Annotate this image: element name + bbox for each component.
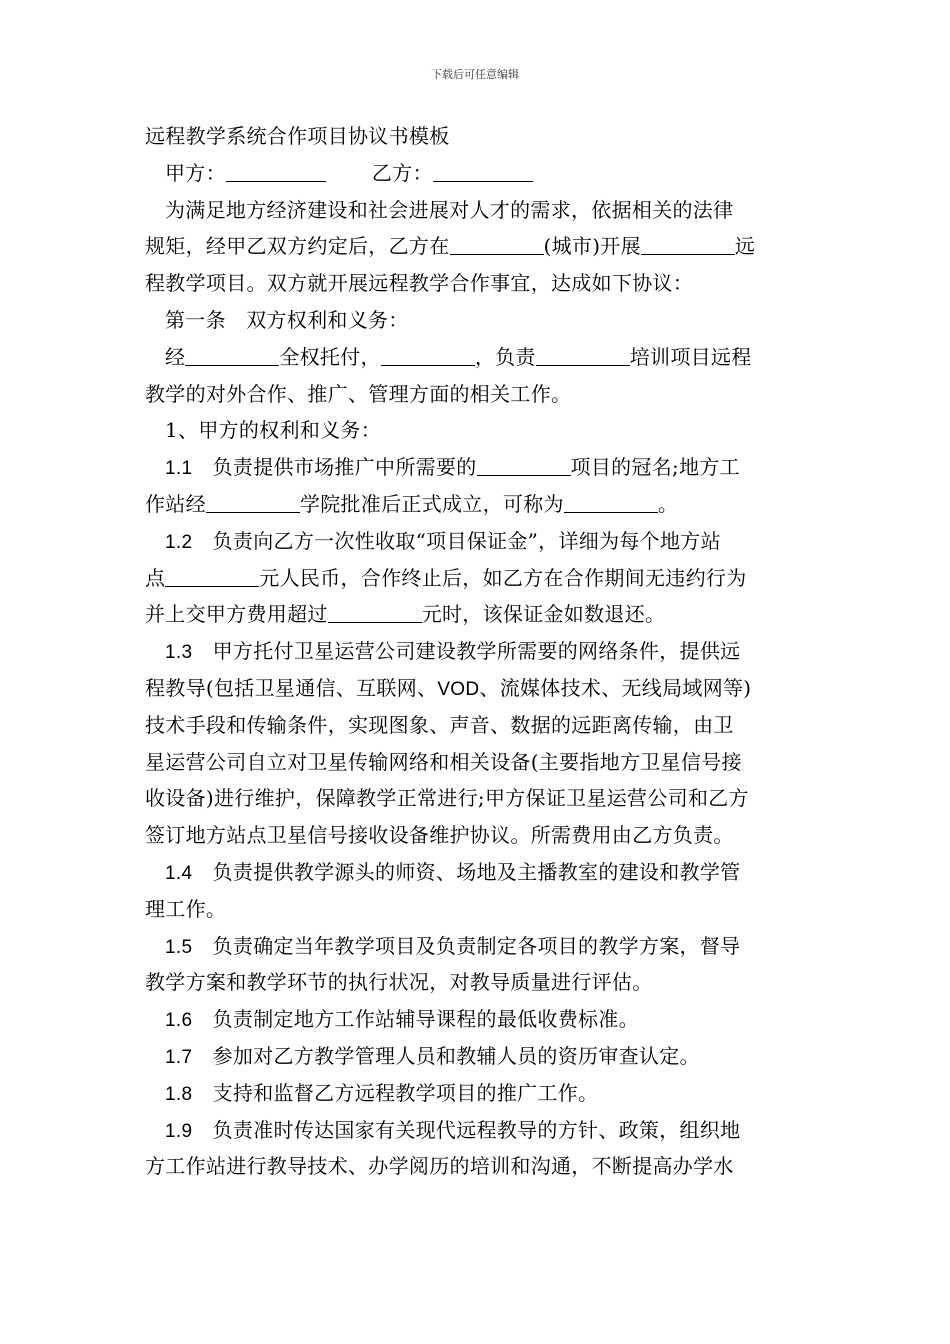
item-1-8-line1 — [145, 1075, 805, 1112]
text-span: 参加对乙方教学管理人员和教辅人员的资历审查认定。 — [192, 1043, 700, 1068]
text-span: (城市)开展 — [543, 234, 641, 259]
item-1-5-line2: 教学方案和教学环节的执行状况，对教导质量进行评估。 — [145, 970, 653, 995]
item-1-4-line1 — [145, 854, 805, 891]
para1-line3: 程教学项目。双方就开展远程教学合作事宜，达成如下协议： — [145, 271, 694, 296]
blank — [185, 343, 279, 366]
text-span: 支持和监督乙方远程教学项目的推广工作。 — [192, 1080, 599, 1105]
parties-line — [145, 155, 805, 192]
blank — [477, 453, 571, 476]
item-1-3-line1 — [145, 633, 805, 670]
party-a-label: 甲方： — [165, 160, 226, 185]
blank — [206, 490, 300, 513]
item-1-6-line1 — [145, 1001, 805, 1038]
item-1-3-line2 — [145, 670, 805, 707]
item-1-2-line1 — [145, 523, 805, 560]
item-1-1-line1 — [145, 449, 805, 486]
item-1-3-line4: 星运营公司自立对卫星传输网络和相关设备(主要指地方卫星信号接 — [145, 749, 742, 774]
text-span: 项目的冠名;地方工 — [570, 455, 740, 480]
text-span: 负责准时传达国家有关现代远程教导的方针、政策，组织地 — [192, 1117, 741, 1142]
text-span: 元人民币，合作终止后，如乙方在合作期间无违约行为 — [259, 565, 747, 590]
para1-line2 — [145, 228, 805, 265]
blank — [165, 564, 259, 587]
text-span: 负责确定当年教学项目及负责制定各项目的教学方案，督导 — [192, 933, 741, 958]
text-span: 规矩，经甲乙双方约定后，乙方在 — [145, 234, 450, 259]
party-a-blank — [226, 159, 326, 182]
text-span: 负责向乙方一次性收取“项目保证金”，详细为每个地方站 — [192, 528, 721, 553]
party-b-label: 乙方： — [371, 160, 433, 185]
blank — [564, 490, 658, 513]
text-span: 负责提供教学源头的师资、场地及主播教室的建设和教学管 — [192, 859, 741, 884]
item-1-7-line1 — [145, 1038, 805, 1075]
blank — [381, 343, 475, 366]
project-blank — [641, 232, 735, 255]
text-span: 甲方托付卫星运营公司建设教学所需要的网络条件，提供远 — [192, 639, 741, 664]
text-span: 负责提供市场推广中所需要的 — [192, 455, 477, 480]
item-number: 1.8 — [165, 1083, 193, 1105]
text-span: 程教导(包括卫星通信、互联网、 — [145, 675, 438, 700]
document-title: 远程教学系统合作项目协议书模板 — [145, 124, 450, 148]
text-span: 负责制定地方工作站辅导课程的最低收费标准。 — [192, 1007, 639, 1032]
item-number: 1.5 — [165, 936, 193, 958]
item-number: 1.2 — [165, 531, 193, 553]
text-span: 元时，该保证金如数退还。 — [421, 602, 666, 627]
item-number: 1.9 — [165, 1120, 193, 1142]
item-1-2-line3 — [145, 596, 805, 633]
para2-line1 — [145, 339, 805, 376]
item-number: 1.7 — [165, 1046, 193, 1068]
item-1-3-line6: 签订地方站点卫星信号接收设备维护协议。所需费用由乙方负责。 — [145, 823, 734, 848]
item-1-9-line2: 方工作站进行教导技术、办学阅历的培训和沟通，不断提高办学水 — [145, 1154, 734, 1179]
text-span: 培训项目远程 — [629, 344, 752, 369]
para2-line2: 教学的对外合作、推广、管理方面的相关工作。 — [145, 381, 572, 406]
text-span: 学院批准后正式成立，可称为 — [299, 491, 564, 516]
text-span: 全权托付， — [279, 344, 381, 369]
text-span: 经 — [165, 344, 186, 369]
party-b-blank — [433, 159, 533, 182]
item-1-4-line2: 理工作。 — [145, 896, 227, 921]
text-span: VOD — [437, 678, 480, 700]
item-1-9-line1 — [145, 1112, 805, 1149]
item-number: 1.6 — [165, 1010, 193, 1032]
text-span: 作站经 — [145, 491, 206, 516]
item-number: 1.3 — [165, 642, 193, 664]
article-1-heading: 第一条 双方权利和义务： — [165, 307, 409, 332]
text-span: ，负责 — [474, 344, 536, 369]
item-1-2-line2 — [145, 560, 805, 597]
text-span: 。 — [657, 491, 679, 516]
header-note: 下载后可任意编辑 — [431, 68, 519, 81]
city-blank — [450, 232, 544, 255]
item-1-3-line3: 技术手段和传输条件，实现图象、声音、数据的远距离传输，由卫 — [145, 712, 734, 737]
text-span: 并上交甲方费用超过 — [145, 602, 328, 627]
blank — [536, 343, 630, 366]
para1-line1: 为满足地方经济建设和社会进展对人才的需求，依据相关的法律 — [165, 197, 734, 222]
text-span: 点 — [145, 565, 166, 590]
document-body — [145, 118, 805, 1185]
section-1-heading: 1、甲方的权利和义务： — [165, 418, 382, 443]
item-1-1-line2 — [145, 486, 805, 523]
text-span: 远 — [734, 234, 756, 259]
item-number: 1.4 — [165, 862, 193, 884]
item-number: 1.1 — [165, 458, 193, 480]
item-1-3-line5: 收设备)进行维护，保障教学正常进行;甲方保证卫星运营公司和乙方 — [145, 786, 749, 811]
item-1-5-line1 — [145, 928, 805, 965]
text-span: 、流媒体技术、无线局域网等) — [479, 675, 752, 700]
blank — [328, 600, 422, 623]
